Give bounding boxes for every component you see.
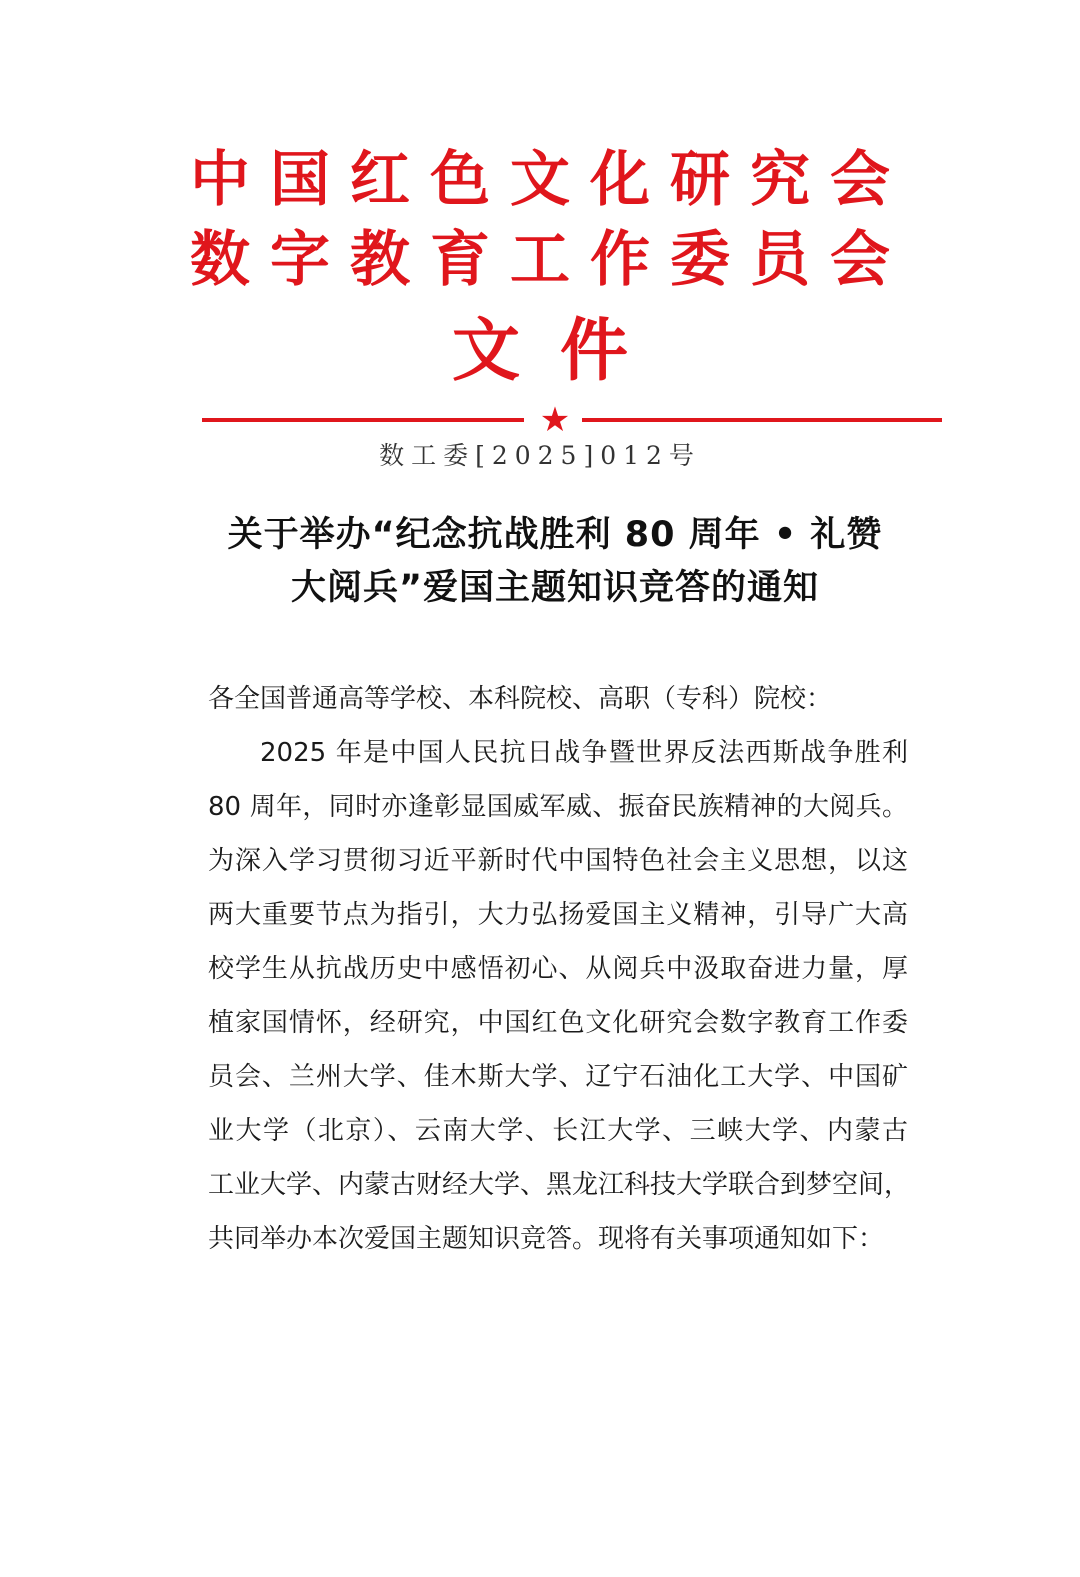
notice-title-line-1: 关于举办“纪念抗战胜利 80 周年 • 礼赞 [227, 515, 883, 555]
paragraph-line: 共同举办本次爱国主题知识竞答。现将有关事项通知如下： [208, 1224, 885, 1254]
paragraph-line: 校学生从抗战历史中感悟初心、从阅兵中汲取奋进力量，厚 [208, 954, 908, 984]
org-name-line-1: 中国红色文化研究会 [190, 145, 910, 215]
paragraph-line: 植家国情怀，经研究，中国红色文化研究会数字教育工作委 [208, 1008, 908, 1038]
document-type-heading: 文件 [451, 312, 668, 391]
paragraph-line: 为深入学习贯彻习近平新时代中国特色社会主义思想，以这 [208, 846, 908, 876]
document-number: 数工委[2025]012号 [379, 441, 701, 470]
red-divider [202, 396, 942, 444]
paragraph-line: 业大学（北京）、云南大学、长江大学、三峡大学、内蒙古 [208, 1116, 908, 1146]
paragraph-line: 工业大学、内蒙古财经大学、黑龙江科技大学联合到梦空间， [208, 1170, 911, 1200]
star-icon: ★ [539, 400, 571, 440]
paragraph-line: 两大重要节点为指引，大力弘扬爱国主义精神，引导广大高 [208, 900, 908, 930]
org-name-line-2: 数字教育工作委员会 [190, 225, 910, 295]
notice-title-line-2: 大阅兵”爱国主题知识竞答的通知 [290, 568, 819, 608]
paragraph-line: 2025 年是中国人民抗日战争暨世界反法西斯战争胜利 [260, 738, 908, 768]
body-paragraph [208, 726, 911, 1266]
paragraph-line: 80 周年，同时亦逢彰显国威军威、振奋民族精神的大阅兵。 [208, 792, 908, 822]
salutation: 各全国普通高等学校、本科院校、高职（专科）院校： [208, 684, 833, 714]
paragraph-line: 员会、兰州大学、佳木斯大学、辽宁石油化工大学、中国矿 [208, 1062, 908, 1092]
